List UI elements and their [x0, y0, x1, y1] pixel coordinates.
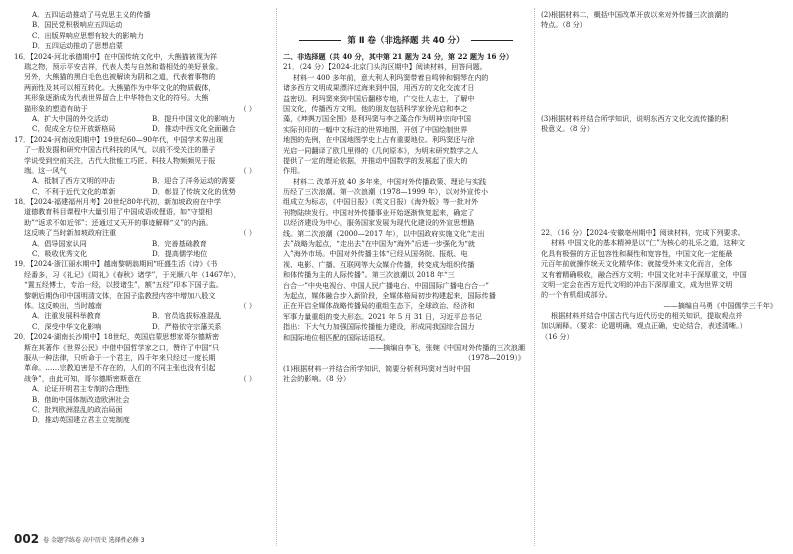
column-divider-right [534, 8, 535, 546]
q19-stem-line [14, 301, 272, 311]
m2-line: 指出：下大气力加强国际传播能力建设，形成同我国综合国力 [283, 322, 475, 332]
q15-option-b: B．国民党积极响应五四运动 [32, 20, 123, 30]
m1-line: 诸多西方文明成果漂洋过海来到中国，用西方的文化交流才日 [283, 83, 475, 93]
m2-source: ——摘编自李飞，张婉《中国对外传播的三次浪潮 [368, 342, 525, 352]
q20-stem-line: 服从一种法律，只听命于一个君主，四千年来只经过一度长期 [24, 353, 216, 363]
m2-line: 入”海外市场。中国对外传播主体“已经从国务院、报纸、电 [283, 249, 468, 259]
page-footer [14, 532, 145, 546]
q18-option-d: D．提高儒学地位 [152, 249, 208, 259]
q21-sub2 [541, 10, 781, 31]
q21-sub3 [541, 114, 781, 135]
q19-option-d: D．严格依守宗藩关系 [152, 321, 222, 331]
q21-sub3-line: 极意义。（8 分） [541, 124, 594, 134]
q19-stem-text: 体。这反映出，当时越南 [24, 301, 103, 311]
q18-answer-paren: （ ） [239, 228, 256, 238]
m2-line: 材料二 改革开放 40 多年来，中国对外传播政策、理论与实践 [293, 176, 487, 186]
q20-answer-paren: （ ） [239, 373, 256, 383]
m2-line: 正在开启全媒体战略传播局的重组生态下，全球政治、经济和 [283, 301, 475, 311]
material-2 [283, 177, 529, 364]
q17-stem-line: 17．【2024·河南汝阳期中】19世纪60—90年代，中国学术界出现 [14, 134, 223, 144]
q18-options-row [14, 239, 272, 249]
m1-line: 藻，《坤舆万国全图》是利玛窦与李之藻合作为明神宗向中国 [283, 114, 471, 124]
question-20 [14, 332, 272, 426]
q17-options-row [14, 187, 272, 197]
q15-option-c: C．出版界响应思想有较大的影响力 [32, 30, 144, 40]
material-1 [283, 73, 529, 177]
q22-requirement-line: 根据材料并结合中国古代与近代历史的相关知识，提取观点并 [551, 311, 743, 321]
m2-line: 台合一”中央电视台、中国人民广播电台、中国国际广播电台合一” [283, 280, 489, 290]
q16-answer-paren: （ ） [239, 103, 256, 113]
q16-stem-line: 另外，大熊猫的黑白毛色也被解读为阴和之道，代表着事物的 [24, 72, 216, 82]
q15-option-d: D．五四运动推动了思想启蒙 [32, 41, 123, 51]
q20-stem-line: 革命。……宗教迫害是不存在的，人们的不同主张也没有引起 [24, 363, 216, 373]
q18-stem-line: 道德教育科目课程中大量引用了中国成语或俚语，如“守望相 [24, 207, 213, 217]
q21-sub3-line: (3)根据材料并结合所学知识，说明东西方文化交流传播的积 [541, 113, 729, 123]
answer-space [541, 31, 781, 83]
q20-stem-line: 20．【2024·湖南长沙期中】18世纪，英国启蒙思想家哥尔德斯密 [14, 332, 220, 342]
answer-space [541, 135, 781, 187]
q17-option-d: D．彰显了传统文化的优势 [152, 186, 236, 196]
middle-column [283, 0, 529, 385]
q22-intro: 22．（16 分）【2024·安徽亳州期中】阅读材料，完成下列要求。 [541, 227, 745, 237]
q18-stem-text: 这反映了当时新加坡政府注重 [24, 228, 117, 238]
q16-stem-line: 瑞之物，预示平安吉祥，代表人类与自然和谐相处的美好景象。 [24, 61, 223, 71]
q20-stem-line [14, 374, 272, 384]
q17-option-c: C．不利于近代文化的革新 [32, 186, 116, 196]
m2-line: 为起点，媒体融合步入新阶段，全媒体格局初步构建起来，国际传播 [283, 290, 496, 300]
q18-option-b: B．完善基础教育 [152, 238, 207, 248]
q22-material-line: 材料 中国文化的基本精神是以“仁”为核心的礼乐之道，这种文 [551, 238, 745, 248]
part-header: 二、非选择题（共 40 分，其中第 21 题为 24 分，第 22 题为 16 分） [283, 52, 514, 61]
q17-stem-line [14, 166, 272, 176]
question-22 [541, 228, 781, 342]
m1-line: 材料一 400 多年前，意大利人利玛窦带着自鸣钟和铜琴在内的 [293, 72, 489, 82]
q17-stem-line: 了一股发掘和研究中国古代科技的风气，以前不受关注的墨子 [24, 145, 216, 155]
q17-option-b: B．迎合了洋务运动的需要 [152, 176, 236, 186]
m2-line: 军事力量重组的变大形态。2021 年 5 月 31 日，习近平总书记 [283, 311, 482, 321]
q20-option-d: D．推动英国建立君主立宪制度 [32, 415, 130, 425]
q22-material-line: 文明一定会在西方近代文明的冲击下深厚重文，成为世界文明 [541, 279, 733, 289]
answer-space [541, 187, 781, 218]
q18-option-a: A．倡导国家认同 [32, 238, 87, 248]
m2-source-years: （1978—2019）》 [464, 353, 525, 363]
m2-line: 历经了三次浪潮。第一次浪潮（1978—1999 年），以对外宣传小 [283, 187, 489, 197]
question-19 [14, 259, 272, 332]
question-17 [14, 135, 272, 197]
m1-line: 提供了一定的理论依据，并推动中国数学的发展起了很大的 [283, 155, 468, 165]
q16-options-row [14, 114, 272, 124]
q19-option-a: A．注重发展科举教育 [32, 311, 101, 321]
q17-stem-line: 学说受到空前关注，古代大批能工巧匠、科技人物频频见于报 [24, 155, 216, 165]
q18-stem-line: 助”“返求不如近邻”；还通过又天开的事迹解释“义”的内涵。 [24, 217, 213, 227]
q16-option-c: C．促成全方位开放新格局 [32, 124, 116, 134]
q22-material-line: 化具有极强的方正包容性和凝性和宽容性，中国文化一定能最 [541, 248, 733, 258]
m2-line: 线。第二次浪潮（2000—2017 年），以中国政府实施文化“走出 [283, 228, 485, 238]
q19-option-b: B．官员选拔标准混乱 [152, 311, 222, 321]
section-title [283, 34, 529, 48]
q16-option-b: B．提升中国文化的影响力 [152, 113, 236, 123]
q21-sub1-line: 社会的影响。（8 分） [283, 374, 351, 384]
q21-intro: 21．（24 分）【2024·北京门头沟区期中】阅读材料，回答问题。 [283, 62, 487, 72]
footer-label: 卷 金题学练卷 高中历史 选择性必修 3 [43, 536, 145, 544]
q16-stem-line: 16．【2024·河北承德期中】在中国传统文化中，大熊猫被视为祥 [14, 51, 218, 61]
title-rule-left [299, 40, 341, 41]
answer-space [541, 83, 781, 114]
q19-stem-line: 黎朝后期伪印中国明清文体，在国子监教授内容中增加八股文 [24, 290, 216, 300]
m1-line: 益密切。利玛窦来到中国后翻移专地，广交仕人志士，了解中 [283, 93, 475, 103]
q22-requirement-line: （16 分） [541, 331, 574, 341]
q15-options [14, 10, 272, 52]
m1-line: 地图的先例，在中国地图学史上占有重要地位。利玛窦还与徐 [283, 135, 475, 145]
q17-option-a: A．抵制了西方文明的冲击 [32, 176, 116, 186]
q16-option-d: D．推动中西文化全面融合 [152, 124, 236, 134]
m2-line: 以经济建设为中心，服务国家发展为现代化建设的外宣思想路 [283, 218, 475, 228]
q21-sub1-line: (1)根据材料一并结合所学知识，简要分析利玛窦对当时中国 [283, 363, 471, 373]
q21-sub2-line: 特点。（8 分） [541, 20, 587, 30]
page-number: 002 [14, 532, 40, 546]
m2-line: 去”战略为起点，“走出去”在中国为“海外”后进一步强化为“就 [283, 239, 476, 249]
title-rule-right [471, 40, 513, 41]
m2-line: 刊物陆续发行。中国对外传播事业开始逐渐恢复起来，确定了 [283, 207, 475, 217]
left-column [14, 0, 272, 426]
section-title-text: 第 Ⅱ 卷（非选择题 共 40 分） [347, 36, 465, 46]
q22-requirement-line: 加以阐释。（要求：论题明确，观点正确，史论结合，表述清晰。） [541, 321, 747, 331]
q19-options-row [14, 311, 272, 321]
q19-option-c: C．深受中华文化影响 [32, 321, 102, 331]
q19-stem-line: 19．【2024·浙江丽水期中】越南黎朝翁期间“旺盛生活《诗》《书 [14, 259, 218, 269]
q16-stem-text: 猫形象的塑造有助于 [24, 103, 88, 113]
column-divider-left [276, 8, 277, 546]
q20-stem-text: 战争”，由此可知，哥尔德斯密斯意在 [24, 373, 142, 383]
q16-stem-line: 其形象逐渐成为代表世界留合上中华特色文化的符号。大熊 [24, 93, 209, 103]
q20-option-b: B．借助中国体制改造欧洲社会 [32, 394, 130, 404]
q20-option-a: A．论证开明君主专制的合理性 [32, 384, 130, 394]
q22-material-line: 的一个有机组成部分。 [541, 290, 612, 300]
m1-line: 作用。 [283, 166, 305, 176]
q18-options-row [14, 249, 272, 259]
right-column [541, 0, 781, 342]
q18-stem-line: 18．【2024·福建福州月考】20世纪80年代初，新加坡政府在中学 [14, 197, 221, 207]
question-16 [14, 52, 272, 135]
m1-line: 国文化，传播西方文明。他的朋友包括科学家徐光启和李之 [283, 103, 468, 113]
q21-sub2-line: (2)根据材料二，概括中国改革开放以来对外传播三次浪潮的 [541, 10, 729, 19]
m2-line: 和国际地位相匹配的国际话语权。 [283, 332, 390, 342]
m1-line: 光启一同翻译了欧几里得的《几何原本》，为明末研究数学之人 [283, 145, 479, 155]
q18-option-c: C．吸收优秀文化 [32, 249, 88, 259]
q21-sub1 [283, 364, 529, 385]
q15-option-a: A．五四运动推动了马克思主义的传播 [32, 10, 151, 19]
q19-stem-line: “置五经博士，专治一经，以授诸生”，额“五经”印本下国子监。 [24, 280, 223, 290]
answer-space [541, 218, 781, 228]
q22-material-line: 元百年前就操作统天文化精华体；就接受外来文化而言，全体 [541, 259, 733, 269]
q20-stem-line: 斯在其著作《世界公民》中借中国哲学家之口，赞许了中国“只 [24, 342, 220, 352]
q16-option-a: A．扩大中国的外交活动 [32, 113, 109, 123]
question-18 [14, 197, 272, 259]
m1-line: 实际刊印的一幅中文标注的世界地图，开创了中国绘制世界 [283, 124, 468, 134]
q19-answer-paren: （ ） [239, 301, 256, 311]
m2-line: 和体传播为主的人际传播”。第三次浪潮以 2018 年“三 [283, 270, 455, 280]
q17-options-row [14, 176, 272, 186]
q17-stem-text: 端。这一风气 [24, 165, 67, 175]
q19-options-row [14, 322, 272, 332]
q22-material-line: 又有着精确吸收，融合西方文明；中国文化对丰于深厚重文，中国 [541, 269, 747, 279]
q18-stem-line [14, 228, 272, 238]
q20-option-c: C．批判欧洲混乱的政治局面 [32, 404, 123, 414]
q16-stem-line [14, 104, 272, 114]
q22-source: ——摘编自马勇《中国儒学三千年》 [663, 300, 777, 310]
q17-answer-paren: （ ） [239, 165, 256, 175]
q19-stem-line: 经番多，习《礼记》《周礼》《春秋》诸学”，于光顺八年（1467年）， [24, 269, 241, 279]
q16-options-row [14, 124, 272, 134]
q16-stem-line: 两面性及其可以相互转化。大熊猫作为中华文化的物质载体， [24, 82, 216, 92]
m2-line: 视、电影、广播、互联网等大众媒介传播，转变成为组织传播 [283, 259, 475, 269]
m2-line: 组成立为标志，《中国日报》（英文日报）《海外版》等一批对外 [283, 197, 479, 207]
